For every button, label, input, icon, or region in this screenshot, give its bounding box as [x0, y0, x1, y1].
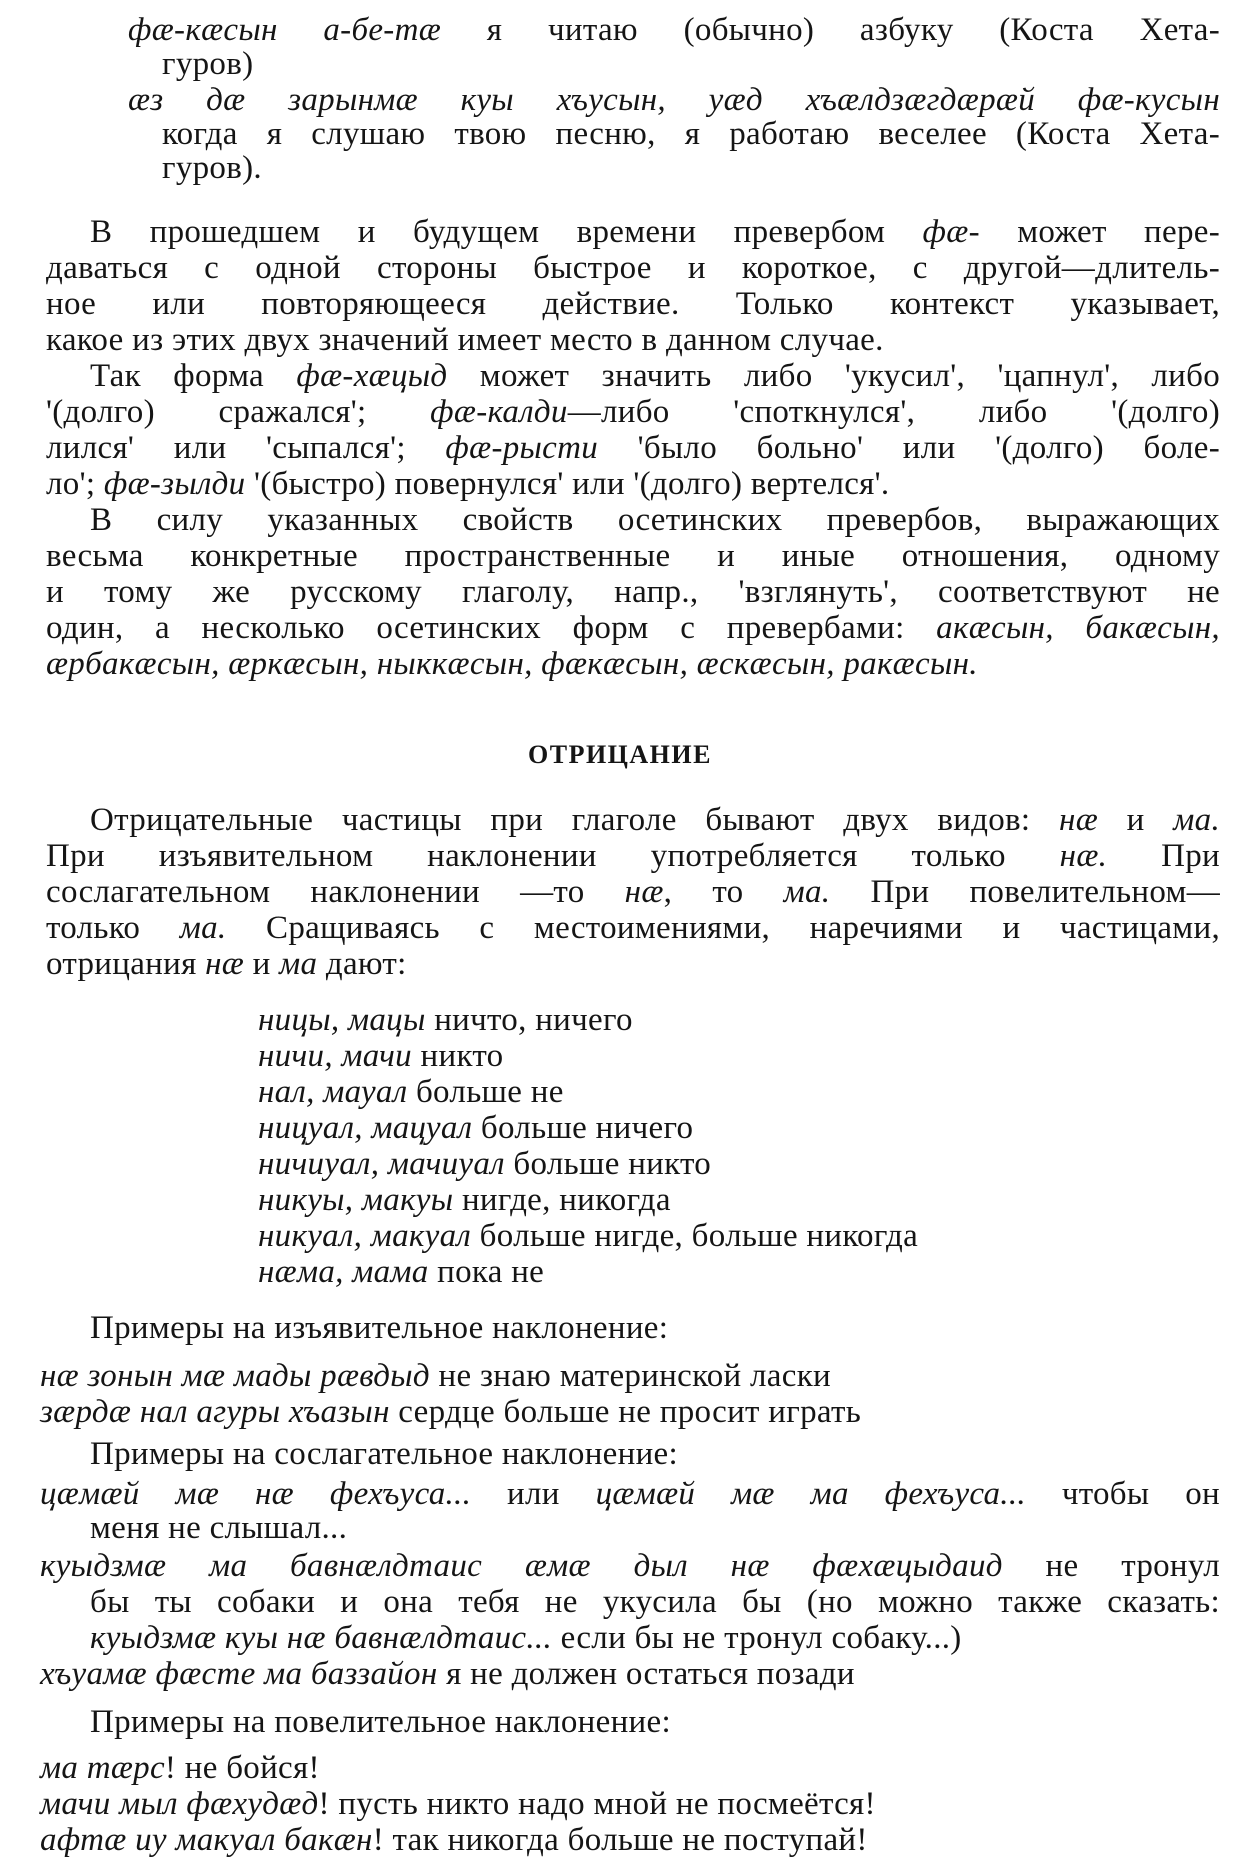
ossetian-text: фæ-кæсын а-бе-тæ	[128, 12, 442, 48]
russian-text: или	[471, 1476, 596, 1512]
list-item	[258, 1074, 564, 1110]
russian-text: может пере-	[979, 214, 1220, 250]
russian-text: ное или повторяющееся действие. Только контекст указывает,	[46, 286, 1220, 322]
ossetian-text: акæсын, бакæсын,	[936, 610, 1220, 646]
list-item	[258, 1182, 671, 1218]
russian-text: нигде, никогда	[453, 1182, 671, 1218]
text-line	[46, 250, 1220, 286]
russian-text: если бы не тронул собаку...)	[552, 1620, 962, 1656]
text-line	[90, 502, 1220, 538]
ossetian-text: куыдзмæ ма бавнæлдтаис æмæ дыл нæ фæхæцыдаид	[40, 1548, 1003, 1584]
ossetian-text: ма	[279, 946, 318, 982]
list-item	[258, 1218, 918, 1254]
example-line	[90, 1510, 347, 1546]
russian-text: чтобы он	[1025, 1476, 1220, 1512]
russian-text: ничто, ничего	[425, 1002, 633, 1038]
russian-text: Так форма	[90, 358, 297, 394]
text-line	[46, 874, 1220, 910]
text-line	[46, 910, 1220, 946]
russian-text: При	[1107, 838, 1220, 874]
ossetian-text: хъуамæ фæсте ма баззайон	[40, 1656, 438, 1692]
example-line	[40, 1822, 868, 1858]
russian-text: сердце больше не просит играть	[389, 1394, 862, 1430]
text-line	[46, 946, 407, 982]
text-line	[128, 82, 1220, 118]
russian-text: В силу указанных свойств осетинских превербов, выражающих	[90, 502, 1220, 538]
russian-text: ! пусть никто надо мной не посмеётся!	[318, 1786, 876, 1822]
ossetian-text: ма тæрс	[40, 1750, 165, 1786]
russian-text: и тому же русскому глаголу, напр., 'взглянуть', соответствуют не	[46, 574, 1220, 610]
text-line	[162, 46, 253, 82]
example-line	[40, 1394, 861, 1430]
ossetian-text: фæ-зылди	[103, 466, 246, 502]
russian-text: В прошедшем и будущем времени превербом	[90, 214, 923, 250]
russian-text: сослагательном наклонении —то	[46, 874, 625, 910]
russian-text: Сращиваясь с местоимениями, наречиями и частицами,	[226, 910, 1221, 946]
ossetian-text: цæмæй мæ ма фехъуса...	[595, 1476, 1026, 1512]
russian-text: бы ты собаки и она тебя не укусила бы (но можно также сказать:	[90, 1584, 1220, 1620]
ossetian-text: ничи, мачи	[258, 1038, 412, 1074]
ossetian-text: зæрдæ нал агуры хъазын	[40, 1394, 390, 1430]
ossetian-text: никуы, макуы	[258, 1182, 454, 1218]
example-line	[90, 1620, 962, 1656]
ossetian-text: фæ-хæцыд	[296, 358, 448, 394]
example-line	[40, 1656, 855, 1692]
russian-text: При изъявительном наклонении употребляется только	[46, 838, 1060, 874]
russian-text: 'было больно' или '(долго) боле-	[598, 430, 1220, 466]
russian-text: дают:	[317, 946, 407, 982]
russian-text: Примеры на повелительное наклонение:	[90, 1704, 671, 1740]
subjunctive-intro	[90, 1436, 678, 1472]
ossetian-text: никуал, макуал	[258, 1218, 472, 1254]
text-line	[46, 394, 1220, 430]
ossetian-text: афтæ иу макуал бакæн	[40, 1822, 373, 1858]
text-line	[162, 150, 262, 186]
russian-text: ! так никогда больше не поступай!	[372, 1822, 868, 1858]
ossetian-text: нæма, мама	[258, 1254, 429, 1290]
ossetian-text: æз дæ зарынмæ куы хъусын, уæд хъæлдзæгдæрæй фæ-кусын	[128, 82, 1220, 118]
ossetian-text: ма.	[1173, 802, 1220, 838]
list-item	[258, 1002, 633, 1038]
russian-text: ! не бойся!	[164, 1750, 320, 1786]
russian-text: больше ничего	[472, 1110, 694, 1146]
ossetian-text: нæ зонын мæ мады рæвдыд	[40, 1358, 430, 1394]
russian-text: , то	[663, 874, 784, 910]
russian-text: меня не слышал...	[90, 1510, 348, 1546]
russian-text: даваться с одной стороны быстрое и короткое, с другой—длитель-	[46, 250, 1220, 286]
text-line	[162, 116, 1220, 152]
ossetian-text: нæ	[205, 946, 245, 982]
text-line	[46, 574, 1220, 610]
example-line	[40, 1750, 320, 1786]
russian-text: —либо 'споткнулся', либо '(долго)	[567, 394, 1220, 430]
ossetian-text: ницуал, мацуал	[258, 1110, 473, 1146]
russian-text: лился' или 'сыпался';	[46, 430, 446, 466]
example-line	[90, 1584, 1220, 1620]
ossetian-text: ма.	[783, 874, 831, 910]
ossetian-text: ницы, мацы	[258, 1002, 426, 1038]
ossetian-text: фæ-рысти	[445, 430, 599, 466]
russian-text: Отрицательные частицы при глаголе бывают двух видов:	[90, 802, 1060, 838]
list-item	[258, 1110, 693, 1146]
ossetian-text: фæ-калди	[430, 394, 568, 430]
text-line	[46, 646, 978, 682]
list-item	[258, 1254, 544, 1290]
ossetian-text: мачи мыл фæхудæд	[40, 1786, 319, 1822]
text-line	[46, 466, 889, 502]
russian-text: какое из этих двух значений имеет место в данном случае.	[46, 322, 884, 358]
russian-text: больше никто	[504, 1146, 712, 1182]
russian-text: никто	[411, 1038, 504, 1074]
russian-text: гуров)	[162, 46, 254, 82]
ossetian-text: нæ	[624, 874, 664, 910]
text-line	[46, 286, 1220, 322]
russian-text: и	[1098, 802, 1174, 838]
russian-text: и	[244, 946, 280, 982]
russian-text: весьма конкретные пространственные и иные отношения, одному	[46, 538, 1220, 574]
text-line	[90, 214, 1220, 250]
russian-text: не знаю материнской ласки	[429, 1358, 831, 1394]
ossetian-text: ничиуал, мачиуал	[258, 1146, 505, 1182]
russian-text: я читаю (обычно) азбуку (Коста Хета-	[441, 12, 1221, 48]
example-line	[40, 1358, 831, 1394]
text-line	[46, 322, 884, 358]
text-line	[46, 430, 1220, 466]
russian-text: я не должен остаться позади	[437, 1656, 855, 1692]
ossetian-text: ма.	[179, 910, 227, 946]
indicative-intro	[90, 1310, 668, 1346]
russian-text: отрицания	[46, 946, 206, 982]
russian-text: пока не	[428, 1254, 545, 1290]
russian-text: '(долго) сражался';	[46, 394, 431, 430]
ossetian-text: фæ-	[922, 214, 980, 250]
russian-text: когда я слушаю твою песню, я работаю веселее (Коста Хета-	[162, 116, 1220, 152]
imperative-intro	[90, 1704, 671, 1740]
example-line	[40, 1476, 1220, 1512]
list-item	[258, 1146, 711, 1182]
russian-text: только	[46, 910, 180, 946]
section-heading: ОТРИЦАНИЕ	[528, 740, 712, 769]
text-line	[46, 838, 1220, 874]
russian-text: больше нигде, больше никогда	[471, 1218, 919, 1254]
text-line	[46, 538, 1220, 574]
ossetian-text: нæ.	[1059, 838, 1108, 874]
russian-text: Примеры на сослагательное наклонение:	[90, 1436, 678, 1472]
russian-text: больше не	[407, 1074, 564, 1110]
ossetian-text: нæ	[1059, 802, 1099, 838]
list-item	[258, 1038, 503, 1074]
ossetian-text: цæмæй мæ нæ фехъуса...	[40, 1476, 472, 1512]
russian-text: может значить либо 'укусил', 'цапнул', либо	[447, 358, 1220, 394]
ossetian-text: нал, мауал	[258, 1074, 408, 1110]
russian-text: Примеры на изъявительное наклонение:	[90, 1310, 669, 1346]
text-line	[128, 12, 1220, 48]
ossetian-text: куыдзмæ куы нæ бавнæлдтаис...	[90, 1620, 553, 1656]
russian-text: '(быстро) повернулся' или '(долго) вертелся'.	[245, 466, 890, 502]
example-line	[40, 1786, 876, 1822]
russian-text: При повелительном—	[830, 874, 1220, 910]
russian-text: ло';	[46, 466, 104, 502]
text-line	[90, 802, 1220, 838]
russian-text: один, а несколько осетинских форм с превербами:	[46, 610, 937, 646]
russian-text: не тронул	[1002, 1548, 1220, 1584]
ossetian-text: æрбакæсын, æркæсын, ныккæсын, фæкæсын, æскæсын, ракæсын.	[46, 646, 978, 682]
text-line	[46, 610, 1220, 646]
example-line	[40, 1548, 1220, 1584]
russian-text: гуров).	[162, 150, 262, 186]
text-line	[90, 358, 1220, 394]
